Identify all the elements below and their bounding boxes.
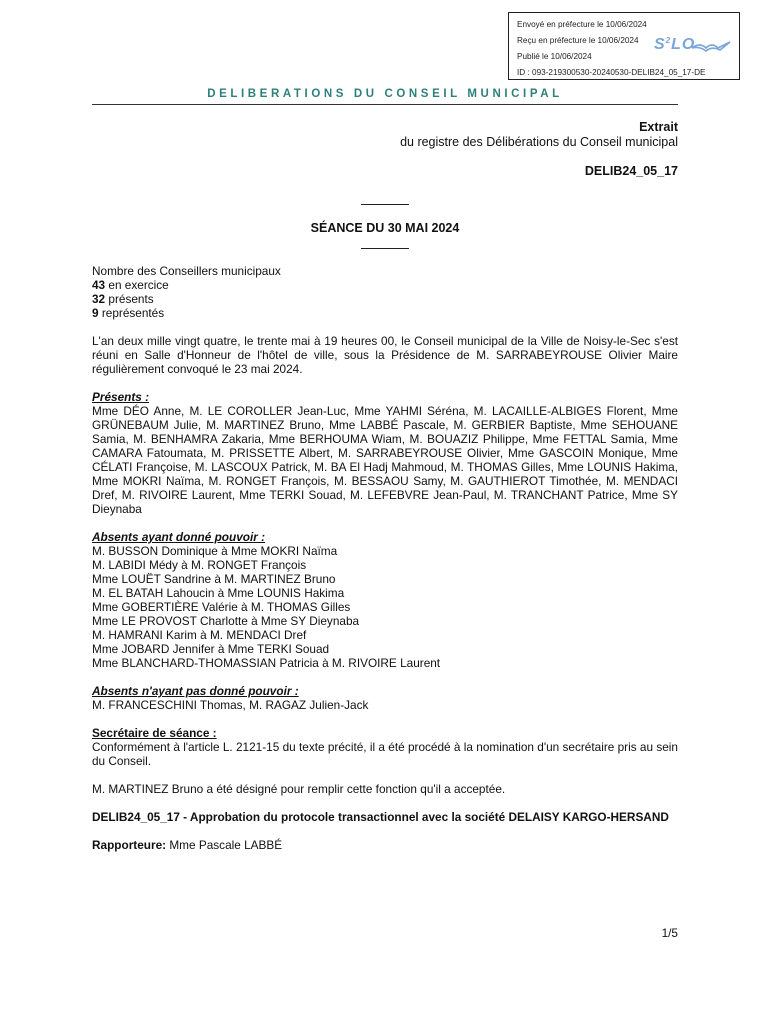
proxies-heading: Absents ayant donné pouvoir : bbox=[92, 530, 266, 544]
proxy-item: Mme BLANCHARD-THOMASSIAN Patricia à M. RIVOIRE Laurent bbox=[92, 656, 441, 670]
rapporteur: Rapporteure: Mme Pascale LABBÉ bbox=[92, 838, 283, 852]
present-heading: Présents : bbox=[92, 390, 150, 404]
page-number: 1/5 bbox=[661, 926, 678, 940]
stamp-sent: Envoyé en préfecture le 10/06/2024 bbox=[517, 20, 647, 29]
count-in-office: 43 en exercice bbox=[92, 278, 169, 292]
proxy-item: M. LABIDI Médy à M. RONGET François bbox=[92, 558, 307, 572]
proxy-item: Mme LOUËT Sandrine à M. MARTINEZ Bruno bbox=[92, 572, 336, 586]
short-rule-top bbox=[92, 204, 678, 205]
short-rule-bottom bbox=[92, 248, 678, 249]
count-represented: 9 représentés bbox=[92, 306, 165, 320]
proxy-item: M. HAMRANI Karim à M. MENDACI Dref bbox=[92, 628, 307, 642]
proxy-item: Mme LE PROVOST Charlotte à Mme SY Dieynaba bbox=[92, 614, 360, 628]
document-body bbox=[92, 264, 678, 852]
counts-label: Nombre des Conseillers municipaux bbox=[92, 264, 281, 278]
absent-list: M. FRANCESCHINI Thomas, M. RAGAZ Julien-Jack bbox=[92, 698, 369, 712]
bird-logo-icon bbox=[690, 40, 732, 54]
proxy-item: Mme JOBARD Jennifer à Mme TERKI Souad bbox=[92, 642, 330, 656]
proxy-item: M. EL BATAH Lahoucin à Mme LOUNIS Hakima bbox=[92, 586, 345, 600]
extract-label: Extrait bbox=[639, 120, 678, 134]
count-present: 32 présents bbox=[92, 292, 154, 306]
secretary-text: Conformément à l'article L. 2121-15 du texte précité, il a été procédé à la nomination d'un secrétaire pris au sein du Conseil. bbox=[92, 740, 678, 768]
proxy-item: M. BUSSON Dominique à Mme MOKRI Naïma bbox=[92, 544, 338, 558]
absent-heading: Absents n'ayant pas donné pouvoir : bbox=[92, 684, 299, 698]
stamp-published: Publié le 10/06/2024 bbox=[517, 52, 592, 61]
slo-logo: $S^2LO$ bbox=[654, 36, 696, 53]
intro-paragraph: L'an deux mille vingt quatre, le trente mai à 19 heures 00, le Conseil municipal de la Ville de Noisy-le-Sec s'est réuni en Salle d'Honneur de l'hôtel de ville, sous la Présidence de M. SARRABEYROUSE Olivier Maire régulièrement convoqué le 23 mai 2024. bbox=[92, 334, 678, 376]
stamp-id: ID : 093-219300530-20240530-DELIB24_05_17-DE bbox=[517, 68, 706, 77]
extract-register: du registre des Délibérations du Conseil municipal bbox=[400, 135, 678, 149]
document-header: DELIBERATIONS DU CONSEIL MUNICIPAL bbox=[207, 88, 563, 100]
present-list: Mme DÉO Anne, M. LE COROLLER Jean-Luc, Mme YAHMI Séréna, M. LACAILLE-ALBIGES Florent, Mme GRÜNEBAUM Julie, M. MARTINEZ Bruno, Mme LABBÉ Pascale, M. GERBIER Baptiste, Mme SEHOUANE Samia, M. BENHAMRA Zakaria, Mme BERHOUMA Wiam, M. BOUAZIZ Philippe, Mme FETTAL Samia, Mme CAMARA Fatoumata, M. PRISSETTE Albert, M. SARRABEYROUSE Olivier, Mme GASCOIN Monique, Mme CÉLATI Françoise, M. LASCOUX Patrick, M. BA El Hadj Mahmoud, M. THOMAS Gilles, Mme LOUNIS Hakima, Mme MOKRI Naïma, M. RONGET François, M. BESSAOU Samy, M. GAUTHIEROT Timothée, M. MENDACI Dref, M. RIVOIRE Laurent, Mme TERKI Souad, M. LEFEBVRE Jean-Paul, M. TRANCHANT Patrice, Mme SY Dieynaba bbox=[92, 404, 678, 516]
stamp-received: Reçu en préfecture le 10/06/2024 bbox=[517, 36, 639, 45]
session-title: SÉANCE DU 30 MAI 2024 bbox=[310, 221, 460, 235]
secretary-heading: Secrétaire de séance : bbox=[92, 726, 217, 740]
secretary-appointed: M. MARTINEZ Bruno a été désigné pour remplir cette fonction qu'il a acceptée. bbox=[92, 782, 506, 796]
proxy-item: Mme GOBERTIÈRE Valérie à M. THOMAS Gilles bbox=[92, 600, 351, 614]
delib-reference: DELIB24_05_17 bbox=[584, 164, 678, 178]
header-rule bbox=[92, 104, 678, 105]
deliberation-subject: DELIB24_05_17 - Approbation du protocole transactionnel avec la société DELAISY KARGO-HERSAND bbox=[92, 810, 669, 824]
